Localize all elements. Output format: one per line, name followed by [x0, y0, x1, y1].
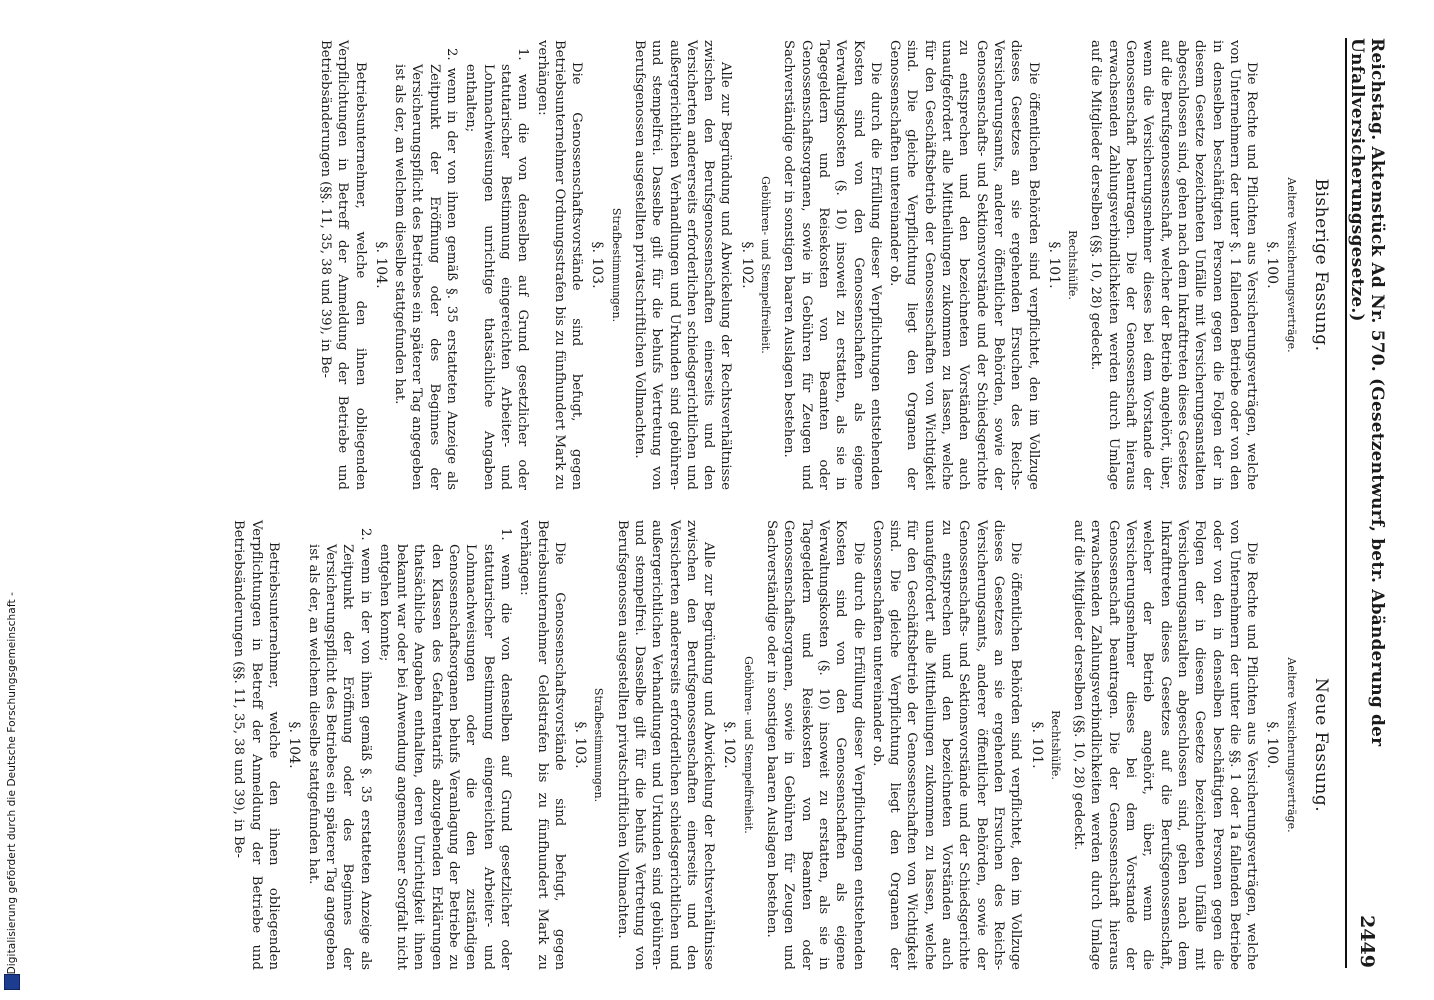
paragraph-number: §. 104.	[286, 721, 303, 769]
paragraph-number: §. 104.	[372, 241, 389, 289]
dfg-logo	[4, 974, 20, 990]
page-header	[1345, 38, 1387, 968]
page-number: 2449	[1356, 915, 1378, 968]
paragraph-number: §. 103.	[589, 241, 606, 289]
paragraph-number: §. 102.	[721, 721, 738, 769]
paragraph-text: Betriebsunternehmer, welche den ihnen obliegenden Verpflichtungen in Betreff der Anmeldung der Betriebe und Betriebsänderungen (§§. 11, 35, 38 und 39), in Be-	[317, 40, 368, 490]
digitization-credit: Digitalisierung gefördert durch die Deutsche Forschungsgemeinschaft -	[6, 591, 18, 974]
running-title: Reichstag. Aktenstück Ad Nr. 570. (Gesetzentwurf, betr. Abänderung der Unfallversicherungsgesetze.)	[1347, 38, 1387, 747]
list-item: 2. wenn in der von ihnen gemäß §. 35 erstatteten Anzeige als Zeitpunkt der Eröffnung oder des Beginnes der Versicherungspflicht des Betriebes ein späterer Tag angegeben ist als der, an welchem dieselbe stattgefunden hat.	[392, 48, 460, 490]
paragraph-text: Die Rechte und Pflichten aus Versicherungsverträgen, welche von Unternehmern der unter die §§. 1 oder 1a fallenden Betriebe oder von den in denselben beschäftigten Personen gegen die Folgen der in diesem Gesetze bezeichneten Unfälle mit Versicherungsanstalten abgeschlossen sind, gehen nach dem Inkrafttreten dieses Gesetzes auf die Berufsgenossenschaft, welcher der Betrieb angehört, über, wenn die Versicherungsnehmer dieses bei dem Vorstande der Genossenschaft beantragen. Die der Genossenschaft hieraus erwachsenden Zahlungsverbindlichkeiten werden durch Umlage auf die Mitglieder derselben (§§. 10, 28) gedeckt.	[1071, 520, 1260, 970]
section-subheading: Aeltere Versicherungsverträge.	[1284, 177, 1298, 353]
paragraph-number: §. 102.	[738, 241, 755, 289]
column-neue-fassung	[228, 520, 1333, 970]
paragraph-text: Die durch die Erfüllung dieser Verpflichtungen entstehenden Kosten sind von den Genossenschaften als eigene Verwaltungskosten (§. 10) insoweit zu erstatten, als sie in Tagegeldern und Reisekosten von Beamten oder Genossenschaftsorganen, sowie in Gebühren für Zeugen und Sachverständige oder in sonstigen baaren Auslagen bestehen.	[781, 40, 883, 490]
section-subheading: Aeltere Versicherungsverträge.	[1284, 657, 1298, 833]
paragraph-text: Die Rechte und Pflichten aus Versicherungsverträgen, welche von Unternehmern der unter §. 1 fallenden Betriebe oder von den in denselben beschäftigten Personen gegen die Folgen der in diesem Gesetze bezeichneten Unfälle mit Versicherungsanstalten abgeschlossen sind, gehen nach dem Inkrafttreten dieses Gesetzes auf die Berufsgenossenschaft, welcher der Betrieb angehört, über, wenn die Versicherungsnehmer dieses bei dem Vorstande der Genossenschaft beantragen. Die der Genossenschaft hieraus erwachsenden Zahlungsverbindlichkeiten werden durch Umlage auf die Mitglieder derselben (§§. 10, 28) gedeckt.	[1088, 40, 1260, 490]
document-page	[35, 0, 1395, 1000]
paragraph-number: §. 100.	[1264, 241, 1281, 289]
column-title: Neue Fassung.	[1311, 677, 1331, 813]
page-footer	[0, 0, 24, 1000]
rotated-page	[35, 0, 1395, 1000]
paragraph-text: Die durch die Erfüllung dieser Verpflichtungen entstehenden Kosten sind von den Genossenschaften als eigene Verwaltungskosten (§. 10) insoweit zu erstatten, als sie in Tagegeldern und Reisekosten von Beamten oder Genossenschaftsorganen, sowie in Gebühren für Zeugen und Sachverständige oder in sonstigen baaren Auslagen bestehen.	[764, 520, 866, 970]
list-item: 2. wenn in der von ihnen gemäß §. 35 erstatteten Anzeige als Zeitpunkt der Eröffnung oder des Beginnes der Versicherungspflicht des Betriebes ein späterer Tag angegeben ist als der, an welchem dieselbe stattgefunden hat.	[305, 528, 373, 970]
section-subheading: Gebühren- und Stempelfreiheit.	[741, 656, 755, 834]
column-bisherige-fassung	[315, 40, 1333, 490]
list-item: 1. wenn die von denselben auf Grund gesetzlicher oder statutarischer Bestimmung eingereichten Arbeiter- und Lohnnachweisungen unrichtige thatsächliche Angaben enthalten;	[463, 48, 531, 490]
paragraph-text: Alle zur Begründung und Abwickelung der Rechtsverhältnisse zwischen den Berufsgenossenschaften einerseits und den Versicherten andererseits erforderlichen schiedsgerichtlichen und außergerichtlichen Verhandlungen und Urkunden sind gebühren- und stempelfrei. Dasselbe gilt für die behufs Vertretung von Berufsgenossen ausgestellten privatschriftlichen Vollmachten.	[614, 520, 717, 970]
column-title: Bisherige Fassung.	[1311, 178, 1331, 352]
paragraph-number: §. 101.	[1045, 241, 1062, 289]
section-subheading: Gebühren- und Stempelfreiheit.	[759, 176, 773, 354]
paragraph-text: Die Genossenschaftsvorstände sind befugt, gegen Betriebsunternehmer Ordnungsstrafen bis zu fünfhundert Mark zu verhängen:	[534, 40, 585, 490]
paragraph-text: Die öffentlichen Behörden sind verpflichtet, den im Vollzuge dieses Gesetzes an sie ergehenden Ersuchen des Reichs-Versicherungsamts, anderer öffentlicher Behörden, sowie der Genossenschafts- und Sektionsvorstände und der Schiedsgerichte zu entsprechen und den bezeichneten Vorständen auch unaufgefordert alle Mittheilungen zukommen zu lassen, welche für den Geschäftsbetrieb der Genossenschaften von Wichtigkeit sind. Die gleiche Verpflichtung liegt den Organen der Genossenschaften untereinander ob.	[887, 40, 1041, 490]
section-subheading: Strafbestimmungen.	[609, 207, 623, 323]
paragraph-text: Die Genossenschaftsvorstände sind befugt, gegen Betriebsunternehmer Geldstrafen bis zu fünfhundert Mark zu verhängen:	[517, 520, 567, 970]
paragraph-text: Alle zur Begründung und Abwickelung der Rechtsverhältnisse zwischen den Berufsgenossenschaften einerseits und den Versicherten andererseits erforderlichen schiedsgerichtlichen und außergerichtlichen Verhandlungen und Urkunden sind gebühren- und stempelfrei. Dasselbe gilt für die behufs Vertretung von Berufsgenossen ausgestellten privatschriftlichen Vollmachten.	[632, 40, 734, 490]
paragraph-text: Die öffentlichen Behörden sind verpflichtet, den im Vollzuge dieses Gesetzes an sie ergehenden Ersuchen des Reichs-Versicherungsamts, anderer öffentlicher Behörden, sowie der Genossenschafts- und Sektionsvorstände und der Schiedsgerichte zu entsprechen und den bezeichneten Vorständen auch unaufgefordert alle Mittheilungen zukommen zu lassen, welche für den Geschäftsbetrieb der Genossenschaften von Wichtigkeit sind. Die gleiche Verpflichtung liegt den Organen der Genossenschaften untereinander ob.	[869, 520, 1024, 970]
section-subheading: Rechtshülfe.	[1048, 710, 1062, 780]
paragraph-number: §. 103.	[572, 721, 589, 769]
section-subheading: Rechtshülfe.	[1066, 230, 1080, 300]
list-item: 1. wenn die von denselben auf Grund gesetzlicher oder statutarischer Bestimmung eingereichten Arbeiter- und Lohnnachweisungen oder die den zuständigen Genossenschaftsorganen behufs Veranlagung der Betriebe zu den Klassen des Gefahrentarifs abzugebenden Erklärungen thatsächliche Angaben enthalten, deren Unrichtigkeit ihnen bekannt war oder bei Anwendung angemessener Sorgfalt nicht entgehen konnte;	[376, 528, 513, 970]
paragraph-text: Betriebsunternehmer, welche den ihnen obliegenden Verpflichtungen in Betreff der Anmeldung der Betriebe und Betriebsänderungen (§§. 11, 35, 38 und 39), in Be-	[231, 520, 282, 970]
paragraph-number: §. 100.	[1264, 721, 1281, 769]
section-subheading: Strafbestimmungen.	[592, 687, 606, 803]
paragraph-number: §. 101.	[1028, 721, 1045, 769]
